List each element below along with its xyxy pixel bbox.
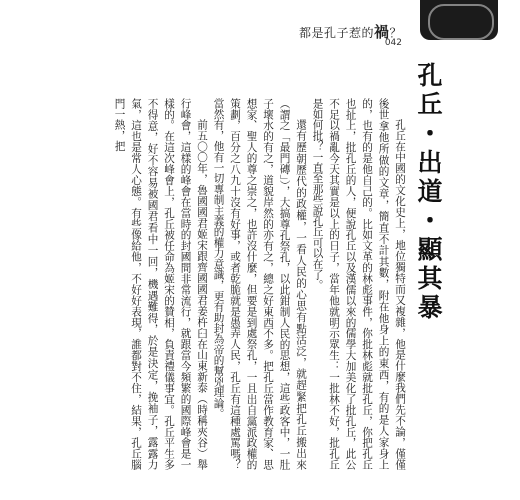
chapter-heading: 孔丘・出道・顯其暴 <box>414 62 443 323</box>
running-title-text: 都是孔子惹的 <box>298 26 374 40</box>
header-seal-graphic <box>420 0 498 40</box>
running-title-emphasis: 禍 <box>373 23 390 41</box>
page-number: 042 <box>384 38 402 48</box>
page-header <box>0 0 520 48</box>
body-paragraph: 還有歷朝歷代的政權，一看人民的心思有點活泛，就趕緊把孔丘搬出來（謂之「最門磚」），大搞尊孔祭孔，以此鉗制人民的思想，這些政客中，一肚子壞水的有之，道貌岸然的亦有之，總之好東西不多。把孔丘當作教育家、思想家、聖人的尊之崇之，也許沒什麼，但要是到處祭孔，一且出自黨派政權的策劃，百分之八九十沒有好事，或者乾脆就是愚弄人民，孔丘有這種處罵嗎？當然有，他有一切專制主義的權力意識，更有助封為帝的幫兇理論。 <box>212 98 307 470</box>
body-paragraph: 孔丘在中國的文化史上，地位獨特而又複雜，他是什麼我們先不論，僅僅後世拿他所做的文章，簡直不計其數，附在他身上的東西，有的是人家身上的，也有的是他自己的。比如文革的林彪事件，你批林彪就批孔丘，你把孔丘也扯上，批孔丘的人，便說孔丘以及漢儒以來的儒學大加美化了批孔丘，此公不足以禍亂今天其實是以上的日子，當年他就明示眾生：一批林不好，批孔丘是如何批？一直至那些說孔丘可以在了。 <box>311 98 406 470</box>
body-paragraph: 前五〇〇年，魯國國君姬宋跟齊國國君姜杵臼在山東新泰（時稱夾谷）舉行峰會，這樣的峰會在當時的封國間非常流行，就跟當今頻繁的國際峰會是一樣的。在這次峰會上，孔丘被任命為姬宋的贊相，負責禮儀事宜。孔丘平生多不得意，好不容易被國君看中一回，機遇難得，於是決定，挽袖子，露露力氣，這也是常人心態。有些像給他，不好好表現，誰都對不住，結果，孔丘腦門一熱，把 <box>113 98 208 470</box>
running-title-suffix: ？ <box>389 26 402 40</box>
seal-emblem-icon <box>428 4 494 40</box>
body-text <box>82 98 408 470</box>
